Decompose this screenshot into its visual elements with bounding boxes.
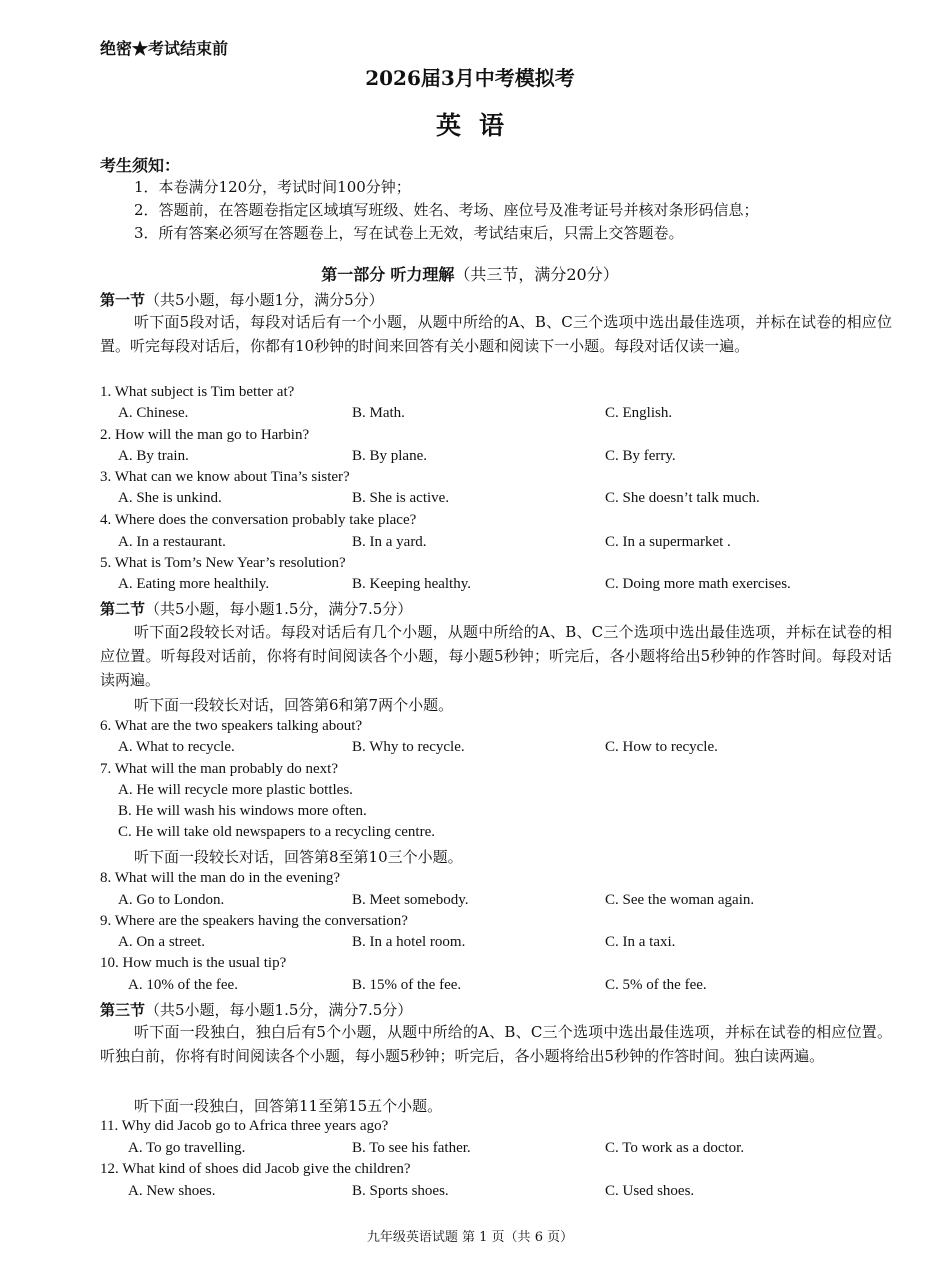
part-title [0, 262, 940, 285]
section-info: （共5小题，每小题1.5分，满分7.5分） [145, 600, 413, 618]
option-a: A. Chinese. [118, 405, 189, 421]
option-a: A. She is unkind. [118, 490, 222, 506]
question: 2. How will the man go to Harbin? [100, 427, 310, 443]
option-b: B. She is active. [352, 490, 450, 506]
option-c: C. English. [605, 405, 673, 421]
option-b: B. By plane. [352, 448, 427, 464]
option-a: A. Eating more healthily. [118, 576, 270, 592]
section-label: 第二节 [100, 600, 146, 618]
note-item: 3．所有答案必须写在答题卷上，写在试卷上无效，考试结束后，只需上交答题卷。 [134, 224, 684, 242]
option-b: B. Keeping healthy. [352, 576, 471, 592]
question: 4. Where does the conversation probably take place? [100, 512, 417, 528]
section-label: 第一节 [100, 291, 146, 309]
section-heading [100, 999, 412, 1020]
question: 10. How much is the usual tip? [100, 955, 287, 971]
option-b: B. In a yard. [352, 534, 427, 550]
subject-title: 英语 [435, 111, 522, 140]
sub-instruction: 听下面一段较长对话，回答第8至第10三个小题。 [134, 848, 463, 866]
option-b: B. 15% of the fee. [352, 977, 462, 993]
note-item: 1．本卷满分120分，考试时间100分钟； [134, 178, 411, 196]
section-info: （共5小题，每小题1.5分，满分7.5分） [145, 1001, 413, 1019]
section-instructions: 听下面5段对话，每段对话后有一个小题，从题中所给的A、B、C三个选项中选出最佳选项，并标在试卷的相应位置。听完每段对话后，你都有10秒钟的时间来回答有关小题和阅读下一小题。每段对话仅读一遍。 [100, 313, 892, 355]
question: 9. Where are the speakers having the conversation? [100, 913, 408, 929]
question: 1. What subject is Tim better at? [100, 384, 295, 400]
option-c: C. In a supermarket . [605, 534, 731, 550]
question: 5. What is Tom’s New Year’s resolution? [100, 555, 346, 571]
option-b: B. Why to recycle. [352, 739, 465, 755]
part-info: （共三节，满分20分） [454, 265, 619, 284]
question: 6. What are the two speakers talking about? [100, 718, 363, 734]
option-a: A. What to recycle. [118, 739, 235, 755]
question: 8. What will the man do in the evening? [100, 870, 341, 886]
section-heading [100, 598, 412, 619]
option-b: B. Sports shoes. [352, 1183, 449, 1199]
option-c: C. To work as a doctor. [605, 1140, 745, 1156]
option-c: C. In a taxi. [605, 934, 676, 950]
sub-instruction: 听下面一段独白，回答第11至第15五个小题。 [134, 1097, 443, 1115]
option-a: A. He will recycle more plastic bottles. [118, 782, 353, 798]
question: 7. What will the man probably do next? [100, 761, 339, 777]
question: 11. Why did Jacob go to Africa three years ago? [100, 1118, 389, 1134]
option-a: A. Go to London. [118, 892, 225, 908]
option-c: C. By ferry. [605, 448, 676, 464]
notes-heading: 考生须知： [100, 156, 181, 175]
note-item: 2．答题前，在答题卷指定区域填写班级、姓名、考场、座位号及准考证号并核对条形码信息； [134, 201, 759, 219]
question: 3. What can we know about Tina’s sister? [100, 469, 350, 485]
option-a: A. In a restaurant. [118, 534, 226, 550]
option-c: C. 5% of the fee. [605, 977, 707, 993]
sub-instruction: 听下面一段较长对话，回答第6和第7两个小题。 [134, 696, 454, 714]
confidential-label: 绝密★考试结束前 [100, 39, 229, 58]
option-b: B. Meet somebody. [352, 892, 469, 908]
section-instructions: 听下面2段较长对话。每段对话后有几个小题，从题中所给的A、B、C三个选项中选出最佳选项，并标在试卷的相应位置。听每段对话前，你将有时间阅读各个小题，每小题5秒钟；听完后，各小题将给出5秒钟的作答时间。每段对话读两遍。 [100, 623, 892, 689]
option-b: B. He will wash his windows more often. [118, 803, 367, 819]
option-a: A. By train. [118, 448, 189, 464]
part-name: 听力理解 [390, 265, 455, 284]
option-a: A. 10% of the fee. [128, 977, 238, 993]
option-b: B. Math. [352, 405, 405, 421]
option-a: A. New shoes. [128, 1183, 216, 1199]
option-c: C. See the woman again. [605, 892, 755, 908]
part-label: 第一部分 [321, 265, 386, 284]
option-c: C. She doesn’t talk much. [605, 490, 760, 506]
option-c: C. How to recycle. [605, 739, 718, 755]
option-a: A. To go travelling. [128, 1140, 246, 1156]
option-c: C. Used shoes. [605, 1183, 695, 1199]
option-a: A. On a street. [118, 934, 206, 950]
option-c: C. He will take old newspapers to a recycling centre. [118, 824, 435, 840]
section-info: （共5小题，每小题1分，满分5分） [145, 291, 384, 309]
exam-title: 2026届3月中考模拟考 [365, 66, 575, 90]
option-c: C. Doing more math exercises. [605, 576, 791, 592]
section-instructions: 听下面一段独白，独白后有5个小题，从题中所给的A、B、C三个选项中选出最佳选项，并标在试卷的相应位置。听独白前，你将有时间阅读各个小题，每小题5秒钟；听完后，各小题将给出5秒钟的作答时间。独白读两遍。 [100, 1023, 892, 1065]
page-footer: 九年级英语试题 第 1 页（共 6 页） [366, 1230, 574, 1245]
section-heading [100, 289, 384, 310]
section-label: 第三节 [100, 1001, 146, 1019]
option-b: B. In a hotel room. [352, 934, 466, 950]
question: 12. What kind of shoes did Jacob give the children? [100, 1161, 411, 1177]
option-b: B. To see his father. [352, 1140, 471, 1156]
